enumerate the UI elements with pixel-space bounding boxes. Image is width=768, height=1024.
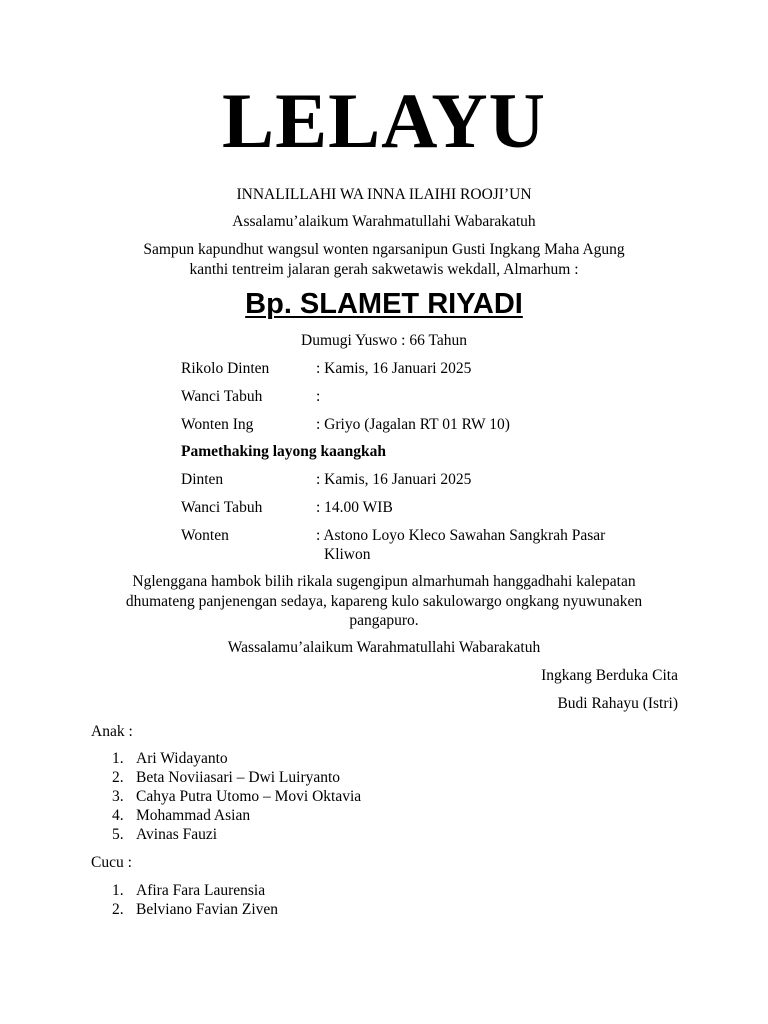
deceased-name-text: Bp. SLAMET RIYADI: [245, 288, 523, 320]
list-name: Belviano Favian Ziven: [136, 901, 279, 918]
list-number: 2.: [112, 901, 124, 918]
list-name: Mohammad Asian: [136, 807, 251, 824]
detail-value: :: [316, 388, 321, 405]
detail-value: : Kamis, 16 Januari 2025: [316, 471, 472, 488]
children-label: Anak :: [91, 723, 133, 740]
deceased-name: [0, 286, 768, 322]
list-name: Afira Fara Laurensia: [136, 882, 266, 899]
list-item: [112, 806, 250, 825]
detail-value: : 14.00 WIB: [316, 499, 393, 516]
detail-label: Dinten: [181, 471, 224, 488]
detail-label: Rikolo Dinten: [181, 360, 270, 377]
apology-line-1: Nglenggana hambok bilih rikala sugengipun almarhumah hanggadhahi kalepatan: [132, 573, 636, 590]
signer-name: Budi Rahayu (Istri): [557, 695, 678, 712]
list-item: [112, 768, 340, 787]
burial-heading: Pamethaking layong kaangkah: [181, 443, 386, 460]
detail-value-continued: Kliwon: [324, 546, 371, 563]
list-number: 1.: [112, 750, 124, 767]
apology-line-2: dhumateng panjenengan sedaya, kapareng kulo sakulowargo ongkang nyuwunaken: [125, 592, 643, 610]
list-name: Beta Noviiasari – Dwi Luiryanto: [136, 769, 341, 786]
detail-value: : Kamis, 16 Januari 2025: [316, 360, 472, 377]
arabic-greeting: INNALILLAHI WA INNA ILAIHI ROOJI’UN: [236, 186, 532, 203]
opening-salam: Assalamu’alaikum Warahmatullahi Wabarakatuh: [232, 213, 536, 230]
signoff: Ingkang Berduka Cita: [541, 667, 678, 684]
detail-value: : Astono Loyo Kleco Sawahan Sangkrah Pasar: [316, 527, 606, 544]
closing-salam: Wassalamu’alaikum Warahmatullahi Wabarakatuh: [227, 639, 541, 656]
age-line: Dumugi Yuswo : 66 Tahun: [301, 332, 467, 349]
list-number: 2.: [112, 769, 124, 786]
list-item: [112, 881, 265, 900]
apology-line-3: pangapuro.: [349, 612, 419, 629]
detail-label: Wonten: [181, 527, 229, 544]
list-name: Avinas Fauzi: [136, 826, 218, 843]
list-item: [112, 749, 228, 768]
list-number: 3.: [112, 788, 124, 805]
detail-label: Wanci Tabuh: [181, 388, 263, 405]
list-name: Ari Widayanto: [136, 750, 228, 767]
list-number: 1.: [112, 882, 124, 899]
grandchildren-label: Cucu :: [91, 854, 132, 871]
list-item: [112, 825, 217, 844]
list-item: [112, 787, 361, 806]
list-number: 5.: [112, 826, 124, 843]
announcement-line-2: kanthi tentreim jalaran gerah sakwetawis wekdall, Almarhum :: [189, 261, 579, 278]
announcement-line-1: Sampun kapundhut wangsul wonten ngarsanipun Gusti Ingkang Maha Agung: [143, 241, 625, 258]
detail-value: : Griyo (Jagalan RT 01 RW 10): [316, 416, 510, 433]
list-number: 4.: [112, 807, 124, 824]
detail-label: Wanci Tabuh: [181, 499, 263, 516]
list-item: [112, 900, 278, 919]
detail-label: Wonten Ing: [181, 416, 254, 433]
page-title: LELAYU: [222, 77, 546, 164]
list-name: Cahya Putra Utomo – Movi Oktavia: [136, 788, 362, 805]
